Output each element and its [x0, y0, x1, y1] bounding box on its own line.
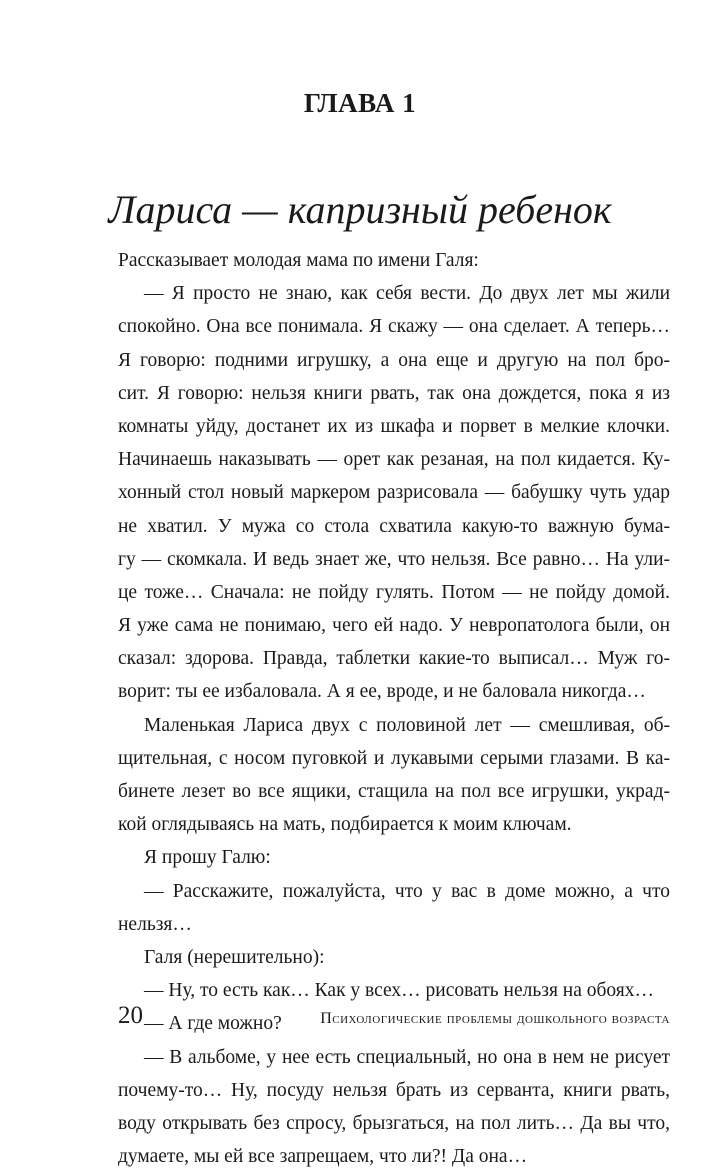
text-line: комнаты уйду, достанет их из шкафа и порвет в мелкие клочки.	[118, 415, 670, 437]
text-line: сказал: здорова. Правда, таблетки какие-то выписал… Муж го-	[118, 648, 670, 670]
running-head: Психологические проблемы дошкольного возраста	[320, 1010, 670, 1027]
text-line: думаете, мы ей все запрещаем, что ли?! Да она…	[118, 1146, 528, 1168]
text-line: Рассказывает молодая мама по имени Галя:	[118, 250, 479, 271]
text-line: хонный стол новый маркером разрисовала — бабушку чуть удар	[118, 482, 670, 504]
text-line: — Расскажите, пожалуйста, что у вас в доме можно, а что	[144, 880, 670, 902]
text-line: кой оглядываясь на мать, подбирается к моим ключам.	[118, 814, 572, 836]
page-number: 20	[118, 1002, 143, 1029]
text-line: Я прошу Галю:	[144, 847, 271, 869]
text-line: Маленькая Лариса двух с половиной лет — смешливая, об-	[144, 714, 670, 736]
text-line: це тоже… Сначала: не пойду гулять. Потом — не пойду домой.	[118, 581, 670, 603]
text-line: — А где можно?	[144, 1013, 282, 1035]
body-text	[118, 244, 670, 1173]
text-line: сит. Я говорю: нельзя книги рвать, так она дождется, пока я из	[118, 382, 670, 404]
text-line: спокойно. Она все понимала. Я скажу — она сделает. А теперь…	[118, 316, 670, 338]
text-line: гу — скомкала. И ведь знает же, что нельзя. Все равно… На ули-	[118, 548, 670, 570]
text-line: щительная, с носом пуговкой и лукавыми серыми глазами. В ка-	[118, 747, 670, 769]
text-line: бинете лезет во все ящики, стащила на пол все игрушки, украд-	[118, 781, 670, 802]
text-line: — В альбоме, у нее есть специальный, но она в нем не рисует	[144, 1046, 670, 1068]
text-line: воду открывать без спросу, брызгаться, на пол лить… Да вы что,	[118, 1112, 670, 1134]
text-line: Я уже сама не понимаю, чего ей надо. У невропатолога были, он	[118, 615, 670, 637]
chapter-title: Лариса — капризный ребенок	[108, 187, 612, 232]
text-line: ворит: ты ее избаловала. А я ее, вроде, и не баловала никогда…	[118, 681, 646, 703]
text-line: не хватил. У мужа со стола схватила какую-то важную бума-	[118, 515, 670, 537]
text-line: — Я просто не знаю, как себя вести. До двух лет мы жили	[144, 283, 670, 305]
text-line: Я говорю: подними игрушку, а она еще и другую на пол бро-	[118, 349, 670, 371]
text-line: — Ну, то есть как… Как у всех… рисовать нельзя на обоях…	[144, 980, 655, 1002]
text-line: Галя (нерешительно):	[144, 946, 325, 968]
page-footer	[118, 1001, 670, 1031]
text-line: нельзя…	[118, 913, 192, 935]
text-line: почему-то… Ну, посуду нельзя брать из серванта, книги рвать,	[118, 1079, 670, 1101]
chapter-heading: ГЛАВА 1	[303, 88, 417, 118]
text-line: Начинаешь наказывать — орет как резаная, на пол кидается. Ку-	[118, 449, 670, 471]
